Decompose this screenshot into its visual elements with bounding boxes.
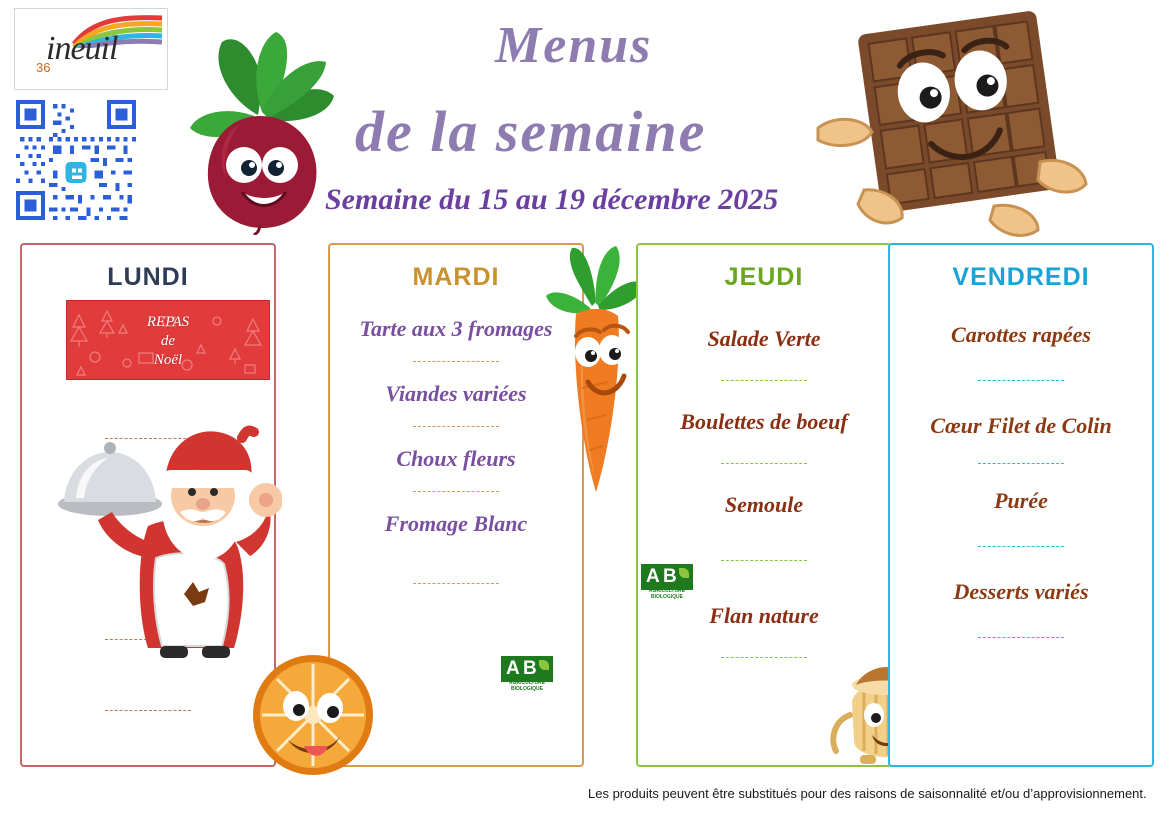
logo-department-number: 36 — [36, 60, 51, 75]
separator — [978, 637, 1064, 638]
logo-commune-name: ineuil — [46, 30, 118, 67]
ab-letter-a: A — [506, 658, 520, 679]
ab-sub-label: AGRICULTURE BIOLOGIQUE — [508, 680, 545, 692]
day-column-vendredi — [888, 243, 1154, 767]
menu-item: Salade Verte — [707, 326, 821, 351]
menu-item: Cœur Filet de Colin — [930, 412, 1112, 438]
separator — [978, 380, 1064, 381]
menu-item: Purée — [994, 487, 1048, 513]
banner-line-1: REPAS — [146, 314, 190, 330]
menu-item: Choux fleurs — [396, 445, 516, 471]
banner-line-2: de — [160, 332, 176, 349]
chocolate-bar-character — [808, 10, 1098, 245]
separator — [721, 560, 807, 561]
day-header-mardi: MARDI — [412, 263, 500, 291]
separator — [978, 463, 1064, 464]
organic-ab-label-mardi — [500, 655, 554, 691]
menu-item: Desserts variés — [953, 578, 1089, 604]
beetroot-character — [170, 20, 350, 235]
separator — [413, 361, 499, 362]
separator — [721, 380, 807, 381]
footnote-text: Les produits peuvent être substitués pour des raisons de saisonnalité et/ou d’approvisionnement. — [588, 786, 1147, 801]
christmas-meal-banner — [66, 300, 270, 380]
leaf-icon — [679, 568, 689, 578]
menu-item: Viandes variées — [385, 380, 527, 406]
page-title-line2: de la semaine — [355, 99, 707, 164]
ab-letter-a: A — [646, 566, 660, 587]
ab-sub-label: AGRICULTURE BIOLOGIQUE — [648, 588, 685, 600]
menu-items-jeudi — [638, 326, 890, 658]
page-title-line1: Menus — [495, 17, 653, 74]
leaf-icon — [539, 660, 549, 670]
menu-item: Carottes rapées — [951, 322, 1091, 347]
ab-letter-b: B — [663, 566, 677, 587]
organic-ab-label-jeudi — [640, 563, 694, 599]
santa-chef-character — [52, 408, 282, 663]
christmas-banner-text — [67, 313, 269, 369]
separator — [413, 491, 499, 492]
separator — [413, 426, 499, 427]
separator — [721, 657, 807, 658]
separator — [413, 583, 499, 584]
day-header-jeudi: JEUDI — [724, 263, 804, 291]
orange-slice-character — [248, 650, 378, 780]
menu-item: Flan nature — [709, 602, 819, 628]
menu-item: Semoule — [724, 491, 804, 517]
banner-line-3: Noël — [153, 351, 183, 368]
menu-item: Fromage Blanc — [384, 510, 528, 536]
separator — [721, 463, 807, 464]
commune-logo — [14, 8, 166, 88]
ab-letter-b: B — [523, 658, 537, 679]
menu-items-vendredi — [890, 322, 1152, 638]
menu-item: Tarte aux 3 fromages — [359, 316, 553, 341]
menu-item: Boulettes de boeuf — [680, 408, 848, 434]
day-header-vendredi: VENDREDI — [952, 263, 1090, 291]
qr-code-icon[interactable] — [16, 100, 136, 220]
separator — [978, 546, 1064, 547]
separator — [105, 710, 191, 711]
week-subtitle: Semaine du 15 au 19 décembre 2025 — [325, 183, 779, 216]
carrot-character — [540, 240, 650, 510]
day-header-lundi: LUNDI — [107, 263, 189, 291]
